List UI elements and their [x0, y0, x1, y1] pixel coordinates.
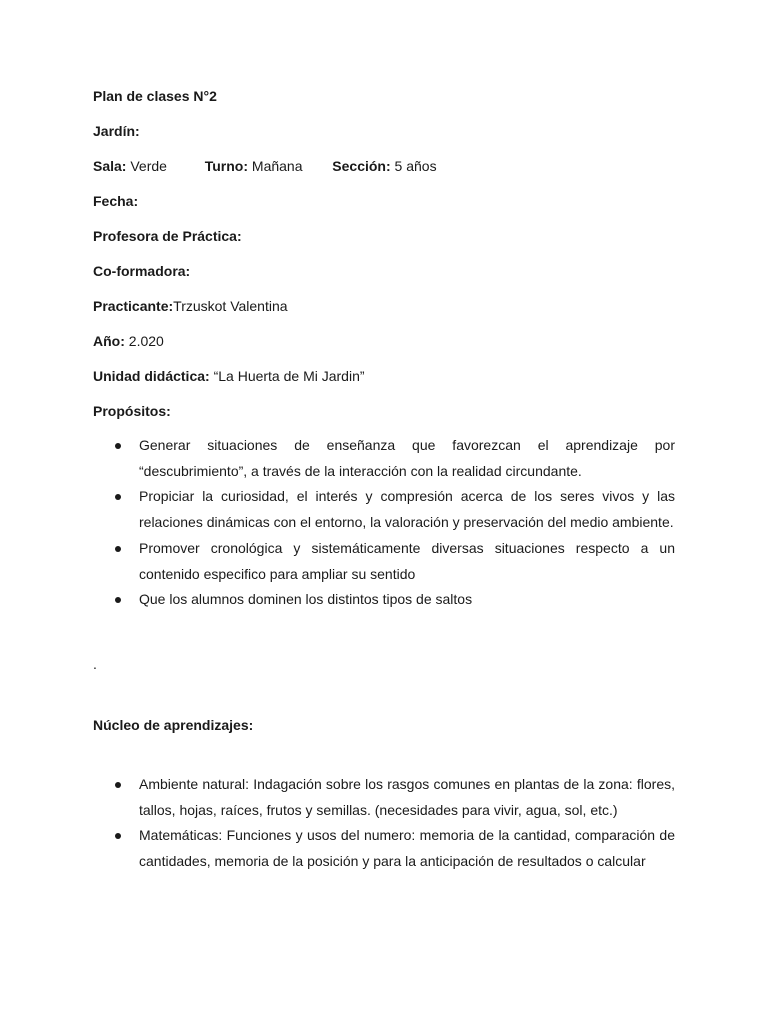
sala-turno-seccion-row	[93, 157, 437, 175]
list-item	[93, 587, 675, 613]
seccion-value: 5 años	[394, 158, 437, 174]
bullet-icon	[115, 782, 121, 788]
jardin-label: Jardín:	[93, 123, 140, 139]
unidad-value: “La Huerta de Mi Jardin”	[213, 368, 365, 384]
profesora-label: Profesora de Práctica:	[93, 228, 242, 244]
anio-value: 2.020	[128, 333, 164, 349]
list-item	[93, 823, 675, 874]
proposito-text: Generar situaciones de enseñanza que favorezcan el aprendizaje por “descubrimiento”, a través de la interacción con la realidad circundante.	[139, 437, 675, 479]
sala-label: Sala:	[93, 158, 127, 174]
practicante-label: Practicante:	[93, 298, 174, 314]
bullet-icon	[115, 546, 121, 552]
list-item	[93, 484, 675, 535]
unidad-label: Unidad didáctica:	[93, 368, 210, 384]
anio-row	[93, 332, 164, 350]
practicante-value: Trzuskot Valentina	[173, 298, 288, 314]
plan-title: Plan de clases N°2	[93, 88, 217, 104]
seccion-label: Sección:	[332, 158, 391, 174]
bullet-icon	[115, 443, 121, 449]
propositos-list	[93, 433, 675, 613]
stray-period: .	[93, 656, 97, 672]
nucleo-label: Núcleo de aprendizajes:	[93, 717, 254, 733]
list-item	[93, 772, 675, 823]
document-page	[93, 0, 675, 1024]
proposito-text: Que los alumnos dominen los distintos tipos de saltos	[139, 591, 473, 608]
sala-value: Verde	[130, 158, 167, 174]
anio-label: Año:	[93, 333, 125, 349]
propositos-label: Propósitos:	[93, 403, 171, 419]
list-item	[93, 433, 675, 484]
unidad-row	[93, 367, 365, 385]
practicante-row	[93, 297, 288, 315]
bullet-icon	[115, 597, 121, 603]
turno-value: Mañana	[251, 158, 303, 174]
proposito-text: Propiciar la curiosidad, el interés y compresión acerca de los seres vivos y las relaciones dinámicas con el entorno, la valoración y preservación del medio ambiente.	[139, 488, 675, 531]
fecha-label: Fecha:	[93, 193, 139, 209]
proposito-text: Promover cronológica y sistemáticamente diversas situaciones respecto a un contenido especifico para ampliar su sentido	[139, 539, 675, 582]
turno-label: Turno:	[204, 158, 249, 174]
bullet-icon	[115, 833, 121, 839]
nucleo-text: Matemáticas: Funciones y usos del numero: memoria de la cantidad, comparación de cantidades, memoria de la posición y para la anticipación de resultados o calcular	[139, 827, 675, 870]
coformadora-label: Co-formadora:	[93, 263, 191, 279]
nucleo-text: Ambiente natural: Indagación sobre los rasgos comunes en plantas de la zona: flores, tallos, hojas, raíces, frutos y semillas. (necesidades para vivir, agua, sol, etc.)	[139, 776, 675, 818]
nucleos-list	[93, 772, 675, 875]
list-item	[93, 536, 675, 587]
bullet-icon	[115, 494, 121, 500]
